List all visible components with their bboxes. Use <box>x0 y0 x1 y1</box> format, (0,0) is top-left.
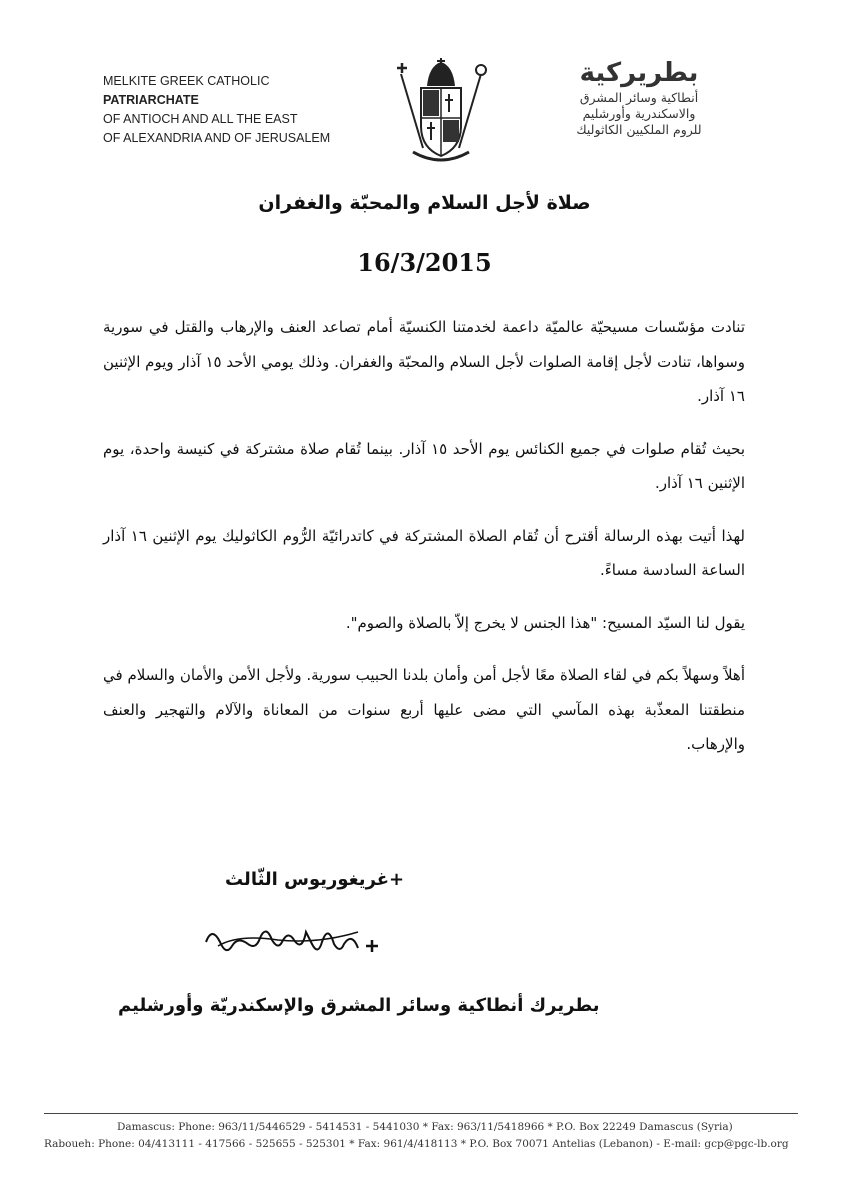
signer-title: بطريرك أنطاكية وسائر المشرق والإسكندريّة وأورشليم <box>118 995 600 1016</box>
org-en-line4: OF ALEXANDRIA AND OF JERUSALEM <box>103 131 331 145</box>
paragraph-1: تنادت مؤسّسات مسيحيّة عالميّة داعمة لخدمتنا الكنسيّة أمام تصاعد العنف والإرهاب والقتل في سورية وسواها، تنادت لأجل إقامة الصلوات لأجل السلام والمحبّة والغفران. وذلك يومي الأحد ١٥ آذار ويوم الإثنين ١٦ آذار. <box>103 318 745 405</box>
footer-raboueh-line: Raboueh: Phone: 04/413111 - 417566 - 525655 - 525301 * Fax: 961/4/418113 * P.O. Box 70071 Antelias (Lebanon) - E-mail: gcp@pgc-lb.org <box>44 1138 789 1150</box>
org-ar-line1: أنطاكية وسائر المشرق <box>579 90 699 105</box>
org-en-line2: PATRIARCHATE <box>103 93 199 107</box>
org-en-line1: MELKITE GREEK CATHOLIC <box>103 74 270 88</box>
org-en-line3: OF ANTIOCH AND ALL THE EAST <box>103 112 298 126</box>
paragraph-2: بحيث تُقام صلوات في جميع الكنائس يوم الأحد ١٥ آذار. بينما تُقام صلاة مشتركة في كنيسة واحدة، يوم الإثنين ١٦ آذار. <box>103 439 745 492</box>
signer-name: +غريغوريوس الثّالث <box>225 869 405 890</box>
document-date: 16/3/2015 <box>357 248 492 277</box>
org-name-english <box>103 72 330 148</box>
handwritten-signature <box>188 916 388 972</box>
footer-contact <box>44 1119 804 1153</box>
footer-divider <box>44 1113 798 1114</box>
org-name-arabic <box>539 56 779 138</box>
paragraph-5: أهلاً وسهلاً بكم في لقاء الصلاة معًا لأجل أمن وأمان بلدنا الحبيب سورية. ولأجل الأمن والأمان والسلام في منطقتنا المعذّبة بهذه المآسي التي مضى عليها أربع سنوات من المعاناة والآلام والتهجير والعنف والإرهاب. <box>103 666 745 753</box>
footer-damascus-line: Damascus: Phone: 963/11/5446529 - 5414531 - 5441030 * Fax: 963/11/5418966 * P.O. Box 22249 Damascus (Syria) <box>117 1121 733 1133</box>
org-ar-title: بطريركية <box>579 58 699 88</box>
org-ar-line3: للروم الملكيين الكاثوليك <box>576 122 702 137</box>
letter-body <box>103 310 745 780</box>
patriarchal-coat-of-arms-icon <box>393 56 489 168</box>
org-ar-line2: والاسكندرية وأورشليم <box>582 106 696 121</box>
document-title: صلاة لأجل السلام والمحبّة والغفران <box>258 192 591 214</box>
paragraph-4: يقول لنا السيّد المسيح: "هذا الجنس لا يخرج إلاّ بالصلاة والصوم". <box>345 613 745 632</box>
paragraph-3: لهذا أتيت بهذه الرسالة أقترح أن تُقام الصلاة المشتركة في كاتدرائيّة الرُّوم الكاثوليك يوم الإثنين ١٦ آذار الساعة السادسة مساءً. <box>103 526 746 579</box>
